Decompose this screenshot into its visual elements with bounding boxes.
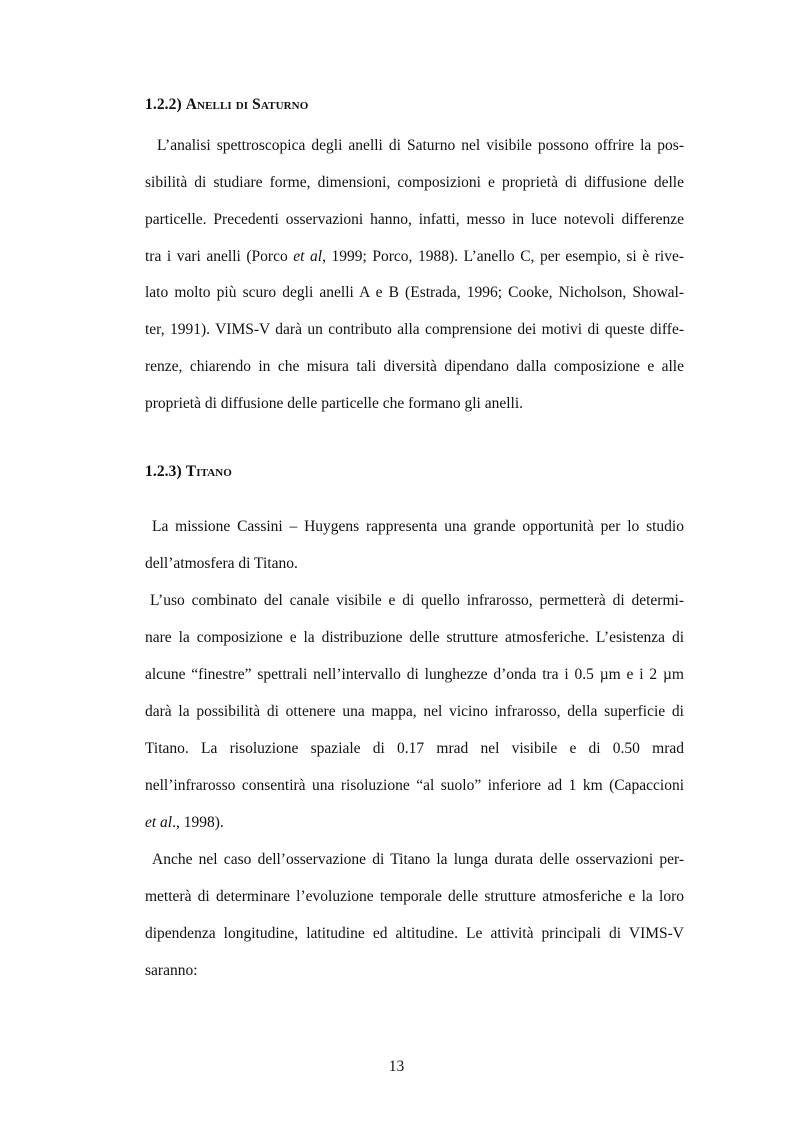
paragraph-line: L’analisi spettroscopica degli anelli di Saturno nel visibile possono offrire la pos-: [157, 137, 684, 154]
paragraph-line: alcune “finestre” spettrali nell’intervallo di lunghezze d’onda tra i 0.5 µm e i 2 µm: [145, 666, 684, 683]
paragraph-line: et al., 1998).: [145, 814, 224, 831]
citation-emphasis: et al: [145, 814, 173, 831]
paragraph-line: dell’atmosfera di Titano.: [145, 555, 298, 572]
paragraph-line: La missione Cassini – Huygens rappresenta una grande opportunità per lo studio: [152, 518, 684, 535]
paragraph-line: Titano. La risoluzione spaziale di 0.17 mrad nel visibile e di 0.50 mrad: [145, 740, 684, 757]
section-title: Anelli di Saturno: [185, 96, 309, 113]
paragraph-line: L’uso combinato del canale visibile e di quello infrarosso, permetterà di determi-: [150, 592, 684, 609]
paragraph-line: nare la composizione e la distribuzione delle strutture atmosferiche. L’esistenza di: [145, 629, 684, 646]
paragraph-line: nell’infrarosso consentirà una risoluzione “al suolo” inferiore ad 1 km (Capaccioni: [145, 777, 684, 794]
section-title: Titano: [185, 463, 232, 480]
paragraph-line: proprietà di diffusione delle particelle che formano gli anelli.: [145, 395, 524, 412]
paragraph-line: tra i vari anelli (Porco et al, 1999; Porco, 1988). L’anello C, per esempio, si è rive-: [145, 248, 684, 265]
paragraph-line: dipendenza longitudine, latitudine ed altitudine. Le attività principali di VIMS-V: [145, 925, 684, 942]
paragraph-line: Anche nel caso dell’osservazione di Titano la lunga durata delle osservazioni per-: [152, 851, 684, 868]
paragraph-line: darà la possibilità di ottenere una mappa, nel vicino infrarosso, della superficie di: [145, 703, 684, 720]
paragraph-line: ter, 1991). VIMS-V darà un contributo alla comprensione dei motivi di queste diffe-: [145, 321, 684, 338]
section-number: 1.2.3): [145, 463, 182, 480]
paragraph-line: metterà di determinare l’evoluzione temporale delle strutture atmosferiche e la loro: [145, 888, 684, 905]
section-heading-1-2-3: [145, 463, 232, 481]
section-heading-1-2-2: [145, 96, 308, 114]
paragraph-line: sibilità di studiare forme, dimensioni, composizioni e proprietà di diffusione delle: [145, 174, 684, 191]
section-number: 1.2.2): [145, 96, 182, 113]
page-number: 13: [388, 1058, 405, 1075]
citation-emphasis: et al: [293, 248, 323, 265]
paragraph-line: lato molto più scuro degli anelli A e B (Estrada, 1996; Cooke, Nicholson, Showal-: [145, 284, 684, 301]
paragraph-line: saranno:: [145, 962, 198, 979]
paragraph-line: renze, chiarendo in che misura tali diversità dipendano dalla composizione e alle: [145, 358, 684, 375]
paragraph-line: particelle. Precedenti osservazioni hanno, infatti, messo in luce notevoli differenze: [145, 211, 684, 228]
